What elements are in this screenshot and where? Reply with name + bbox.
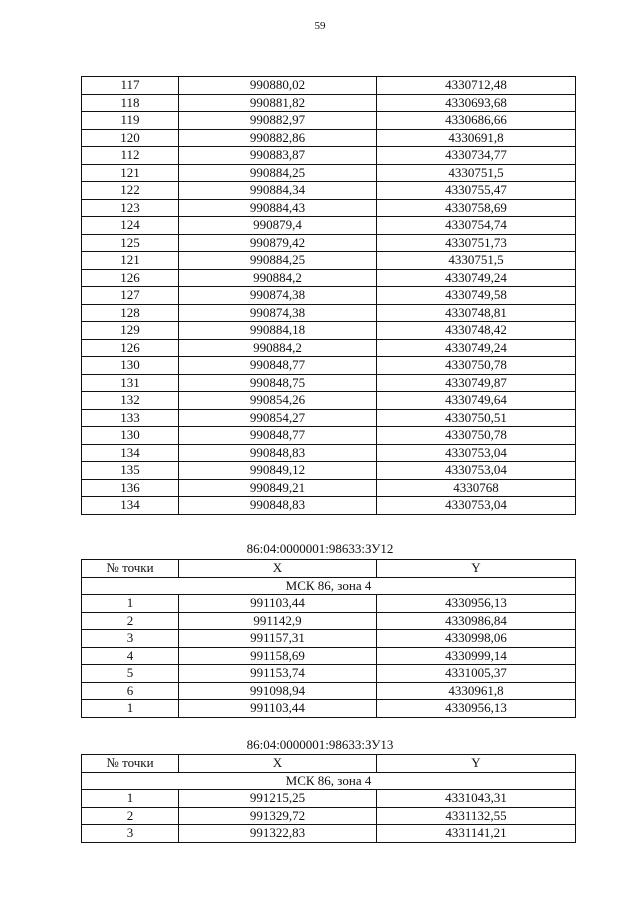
table-row <box>82 147 576 165</box>
y-coordinate-cell: 4330691,8 <box>377 129 576 147</box>
point-number-cell: 126 <box>82 269 179 287</box>
table-row <box>82 595 576 613</box>
x-coordinate-cell: 990848,77 <box>179 357 377 375</box>
table-body <box>82 790 576 843</box>
parcel-title-zu12: 86:04:0000001:98633:ЗУ12 <box>246 541 394 556</box>
y-coordinate-cell: 4330750,78 <box>377 427 576 445</box>
table-row <box>82 164 576 182</box>
y-coordinate-cell: 4330750,78 <box>377 357 576 375</box>
x-coordinate-cell: 990849,12 <box>179 462 377 480</box>
header-x: X <box>179 755 377 773</box>
table-row <box>82 322 576 340</box>
x-coordinate-cell: 990881,82 <box>179 94 377 112</box>
table-body <box>82 77 576 515</box>
point-number-cell: 124 <box>82 217 179 235</box>
x-coordinate-cell: 990879,42 <box>179 234 377 252</box>
y-coordinate-cell: 4331043,31 <box>377 790 576 808</box>
x-coordinate-cell: 990883,87 <box>179 147 377 165</box>
x-coordinate-cell: 990848,83 <box>179 497 377 515</box>
point-number-cell: 112 <box>82 147 179 165</box>
y-coordinate-cell: 4331005,37 <box>377 665 576 683</box>
x-coordinate-cell: 991103,44 <box>179 595 377 613</box>
zone-row <box>82 772 576 790</box>
y-coordinate-cell: 4330956,13 <box>377 595 576 613</box>
point-number-cell: 128 <box>82 304 179 322</box>
point-number-cell: 1 <box>82 700 179 718</box>
table-header-row <box>82 560 576 578</box>
point-number-cell: 127 <box>82 287 179 305</box>
point-number-cell: 132 <box>82 392 179 410</box>
x-coordinate-cell: 990854,26 <box>179 392 377 410</box>
point-number-cell: 123 <box>82 199 179 217</box>
table-row <box>82 199 576 217</box>
point-number-cell: 134 <box>82 497 179 515</box>
x-coordinate-cell: 990882,97 <box>179 112 377 130</box>
y-coordinate-cell: 4330748,81 <box>377 304 576 322</box>
table-body <box>82 595 576 718</box>
table-row <box>82 182 576 200</box>
page-number: 59 <box>314 20 326 32</box>
point-number-cell: 120 <box>82 129 179 147</box>
x-coordinate-cell: 991157,31 <box>179 630 377 648</box>
table-row <box>82 234 576 252</box>
y-coordinate-cell: 4330998,06 <box>377 630 576 648</box>
table-row <box>82 700 576 718</box>
table-row <box>82 409 576 427</box>
x-coordinate-cell: 991153,74 <box>179 665 377 683</box>
x-coordinate-cell: 990884,25 <box>179 252 377 270</box>
point-number-cell: 2 <box>82 612 179 630</box>
y-coordinate-cell: 4330753,04 <box>377 462 576 480</box>
table-row <box>82 112 576 130</box>
x-coordinate-cell: 991329,72 <box>179 807 377 825</box>
y-coordinate-cell: 4330712,48 <box>377 77 576 95</box>
y-coordinate-cell: 4330750,51 <box>377 409 576 427</box>
x-coordinate-cell: 990884,2 <box>179 269 377 287</box>
coordinate-system-label: МСК 86, зона 4 <box>82 772 576 790</box>
y-coordinate-cell: 4330751,73 <box>377 234 576 252</box>
point-number-cell: 131 <box>82 374 179 392</box>
x-coordinate-cell: 990848,77 <box>179 427 377 445</box>
table-row <box>82 374 576 392</box>
x-coordinate-cell: 990884,34 <box>179 182 377 200</box>
point-number-cell: 126 <box>82 339 179 357</box>
x-coordinate-cell: 991142,9 <box>179 612 377 630</box>
table-row <box>82 807 576 825</box>
point-number-cell: 125 <box>82 234 179 252</box>
y-coordinate-cell: 4330961,8 <box>377 682 576 700</box>
y-coordinate-cell: 4330999,14 <box>377 647 576 665</box>
table-header-row <box>82 755 576 773</box>
table-row <box>82 497 576 515</box>
y-coordinate-cell: 4330749,24 <box>377 339 576 357</box>
table-row <box>82 665 576 683</box>
y-coordinate-cell: 4330734,77 <box>377 147 576 165</box>
point-number-cell: 1 <box>82 790 179 808</box>
header-point-number: № точки <box>82 755 179 773</box>
y-coordinate-cell: 4330749,24 <box>377 269 576 287</box>
table-row <box>82 339 576 357</box>
point-number-cell: 130 <box>82 427 179 445</box>
y-coordinate-cell: 4330693,68 <box>377 94 576 112</box>
table-row <box>82 427 576 445</box>
x-coordinate-cell: 991322,83 <box>179 825 377 843</box>
point-number-cell: 129 <box>82 322 179 340</box>
y-coordinate-cell: 4330754,74 <box>377 217 576 235</box>
table-row <box>82 217 576 235</box>
x-coordinate-cell: 990848,75 <box>179 374 377 392</box>
table-row <box>82 269 576 287</box>
header-y: Y <box>377 755 576 773</box>
y-coordinate-cell: 4330753,04 <box>377 497 576 515</box>
header-x: X <box>179 560 377 578</box>
y-coordinate-cell: 4330749,87 <box>377 374 576 392</box>
point-number-cell: 136 <box>82 479 179 497</box>
y-coordinate-cell: 4330749,58 <box>377 287 576 305</box>
point-number-cell: 133 <box>82 409 179 427</box>
table-row <box>82 287 576 305</box>
table-row <box>82 647 576 665</box>
table-row <box>82 129 576 147</box>
table-row <box>82 392 576 410</box>
point-number-cell: 1 <box>82 595 179 613</box>
y-coordinate-cell: 4330986,84 <box>377 612 576 630</box>
coordinates-table-continued <box>81 76 576 515</box>
point-number-cell: 5 <box>82 665 179 683</box>
x-coordinate-cell: 990880,02 <box>179 77 377 95</box>
x-coordinate-cell: 990849,21 <box>179 479 377 497</box>
parcel-title-zu13: 86:04:0000001:98633:ЗУ13 <box>246 737 394 752</box>
x-coordinate-cell: 990884,2 <box>179 339 377 357</box>
y-coordinate-cell: 4330749,64 <box>377 392 576 410</box>
x-coordinate-cell: 991098,94 <box>179 682 377 700</box>
table-row <box>82 825 576 843</box>
y-coordinate-cell: 4330748,42 <box>377 322 576 340</box>
y-coordinate-cell: 4330751,5 <box>377 164 576 182</box>
y-coordinate-cell: 4330751,5 <box>377 252 576 270</box>
point-number-cell: 135 <box>82 462 179 480</box>
point-number-cell: 4 <box>82 647 179 665</box>
y-coordinate-cell: 4330686,66 <box>377 112 576 130</box>
table-row <box>82 790 576 808</box>
table-row <box>82 357 576 375</box>
point-number-cell: 130 <box>82 357 179 375</box>
y-coordinate-cell: 4330755,47 <box>377 182 576 200</box>
table-row <box>82 444 576 462</box>
coordinates-table-zu13 <box>81 754 576 843</box>
table-row <box>82 612 576 630</box>
table-row <box>82 94 576 112</box>
x-coordinate-cell: 990854,27 <box>179 409 377 427</box>
y-coordinate-cell: 4330768 <box>377 479 576 497</box>
x-coordinate-cell: 991215,25 <box>179 790 377 808</box>
x-coordinate-cell: 990874,38 <box>179 304 377 322</box>
table-row <box>82 682 576 700</box>
y-coordinate-cell: 4330956,13 <box>377 700 576 718</box>
point-number-cell: 118 <box>82 94 179 112</box>
x-coordinate-cell: 991158,69 <box>179 647 377 665</box>
y-coordinate-cell: 4331132,55 <box>377 807 576 825</box>
table-row <box>82 462 576 480</box>
x-coordinate-cell: 990884,25 <box>179 164 377 182</box>
x-coordinate-cell: 990884,18 <box>179 322 377 340</box>
point-number-cell: 134 <box>82 444 179 462</box>
point-number-cell: 119 <box>82 112 179 130</box>
x-coordinate-cell: 990884,43 <box>179 199 377 217</box>
table-row <box>82 77 576 95</box>
table-row <box>82 630 576 648</box>
point-number-cell: 3 <box>82 825 179 843</box>
header-y: Y <box>377 560 576 578</box>
point-number-cell: 3 <box>82 630 179 648</box>
point-number-cell: 6 <box>82 682 179 700</box>
table-row <box>82 252 576 270</box>
point-number-cell: 122 <box>82 182 179 200</box>
x-coordinate-cell: 990874,38 <box>179 287 377 305</box>
x-coordinate-cell: 990848,83 <box>179 444 377 462</box>
zone-row <box>82 577 576 595</box>
point-number-cell: 2 <box>82 807 179 825</box>
y-coordinate-cell: 4330758,69 <box>377 199 576 217</box>
point-number-cell: 121 <box>82 252 179 270</box>
x-coordinate-cell: 991103,44 <box>179 700 377 718</box>
point-number-cell: 117 <box>82 77 179 95</box>
y-coordinate-cell: 4330753,04 <box>377 444 576 462</box>
coordinates-table-zu12 <box>81 559 576 718</box>
x-coordinate-cell: 990879,4 <box>179 217 377 235</box>
x-coordinate-cell: 990882,86 <box>179 129 377 147</box>
y-coordinate-cell: 4331141,21 <box>377 825 576 843</box>
header-point-number: № точки <box>82 560 179 578</box>
point-number-cell: 121 <box>82 164 179 182</box>
table-row <box>82 479 576 497</box>
coordinate-system-label: МСК 86, зона 4 <box>82 577 576 595</box>
table-row <box>82 304 576 322</box>
